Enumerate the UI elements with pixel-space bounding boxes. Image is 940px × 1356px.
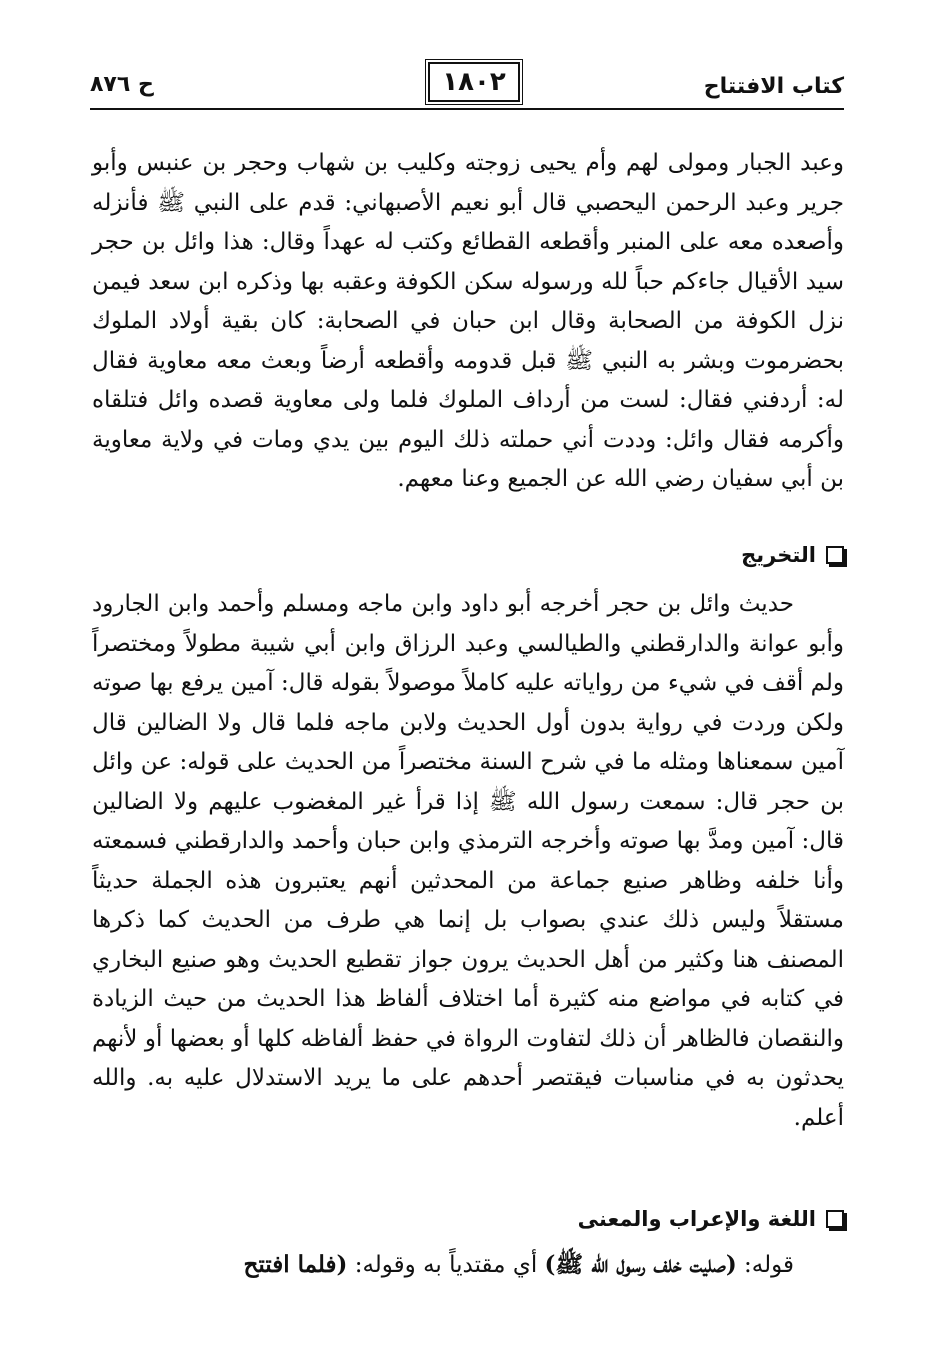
lugha-text xyxy=(92,1245,844,1286)
biography-text: وعبد الجبار ومولى لهم وأم يحيى زوجته وكليب بن شهاب وحجر بن عنبس وأبو جرير وعبد الرحمن اليحصبي قال أبو نعيم الأصبهاني: قدم على النبي ﷺ فأنزله وأصعده معه على المنبر وأقطعه القطائع وكتب له عهداً وقال: هذا وائل بن حجر سيد الأقيال جاءكم حباً لله ورسوله سكن الكوفة وعقبه بها وذكره ابن سعد فيمن نزل الكوفة من الصحابة وقال ابن حبان في الصحابة: كان بقية أولاد الملوك بحضرموت وبشر به النبي ﷺ قبل قدومه وأقطعه أرضاً وبعث معه معاوية فقال له: أردفني فقال: لست من أرداف الملوك فلما ولى معاوية قصده وائل فتلقاه وأكرمه فقال وائل: وددت أني حملته ذلك اليوم بين يدي ومات في ولاية معاوية بن أبي سفيان رضي الله عن الجميع وعنا معهم. xyxy=(92,150,844,492)
takhrij-heading xyxy=(741,543,844,567)
lugha-heading-label: اللغة والإعراب والمعنى xyxy=(577,1207,816,1231)
quoted-phrase-1: (صليت خلف رسول الله ﷺ) xyxy=(544,1251,737,1278)
page-header xyxy=(90,60,844,112)
takhrij-text: حديث وائل بن حجر أخرجه أبو داود وابن ماجه ومسلم وأحمد وابن الجارود وأبو عوانة والدارقطني والطيالسي وعبد الرزاق وابن أبي شيبة مطولاً ومختصراً ولم أقف في شيء من رواياته عليه كاملاً موصولاً بقوله قال: آمين يرفع بها صوته ولكن وردت في رواية بدون أول الحديث ولابن ماجه فلما قال ولا الضالين قال آمين سمعناها ومثله ما في شرح السنة مختصراً من الحديث على قوله: عن وائل بن حجر قال: سمعت رسول الله ﷺ إذا قرأ غير المغضوب عليهم ولا الضالين قال: آمين ومدَّ بها صوته وأخرجه الترمذي وابن حبان وأحمد والدارقطني فسمعته وأنا خلفه وظاهر صنيع جماعة من المحدثين أنهم يعتبرون هذه الجملة حديثاً مستقلاً وليس ذلك عندي بصواب بل إنما هي طرف من الحديث كما ذكرها المصنف هنا وكثير من أهل الحديث يرون جواز تقطيع الحديث وهو صنيع البخاري في كتابه في مواضع منه كثيرة أما اختلاف ألفاظ هذا الحديث من حيث الزيادة والنقصان فالظاهر أن ذلك لتفاوت الرواة في حفظ ألفاظه كلها أو بعضها أو لأنهم يحدثون به في مناسبات فيقتصر أحدهم على ما يريد الاستدلال عليه به. والله أعلم. xyxy=(92,591,844,1131)
lugha-paragraph xyxy=(92,1245,844,1286)
checkbox-square-icon xyxy=(826,1210,844,1228)
takhrij-paragraph xyxy=(92,585,844,1138)
chapter-title: كتاب الافتتاح xyxy=(703,74,844,99)
lugha-middle-text: أي مقتدياً به وقوله: xyxy=(347,1252,545,1278)
checkbox-square-icon xyxy=(826,546,844,564)
lugha-line-start: قوله: xyxy=(736,1252,794,1278)
hadith-reference: ح ٨٧٦ xyxy=(90,72,154,97)
page-number: ١٨٠٢ xyxy=(442,67,506,97)
page-number-box xyxy=(428,62,520,102)
quoted-phrase-2: (فلما افتتح xyxy=(243,1251,348,1278)
biography-paragraph xyxy=(92,144,844,500)
lugha-heading xyxy=(578,1207,844,1231)
header-divider xyxy=(90,108,844,110)
takhrij-heading-label: التخريج xyxy=(741,543,816,567)
